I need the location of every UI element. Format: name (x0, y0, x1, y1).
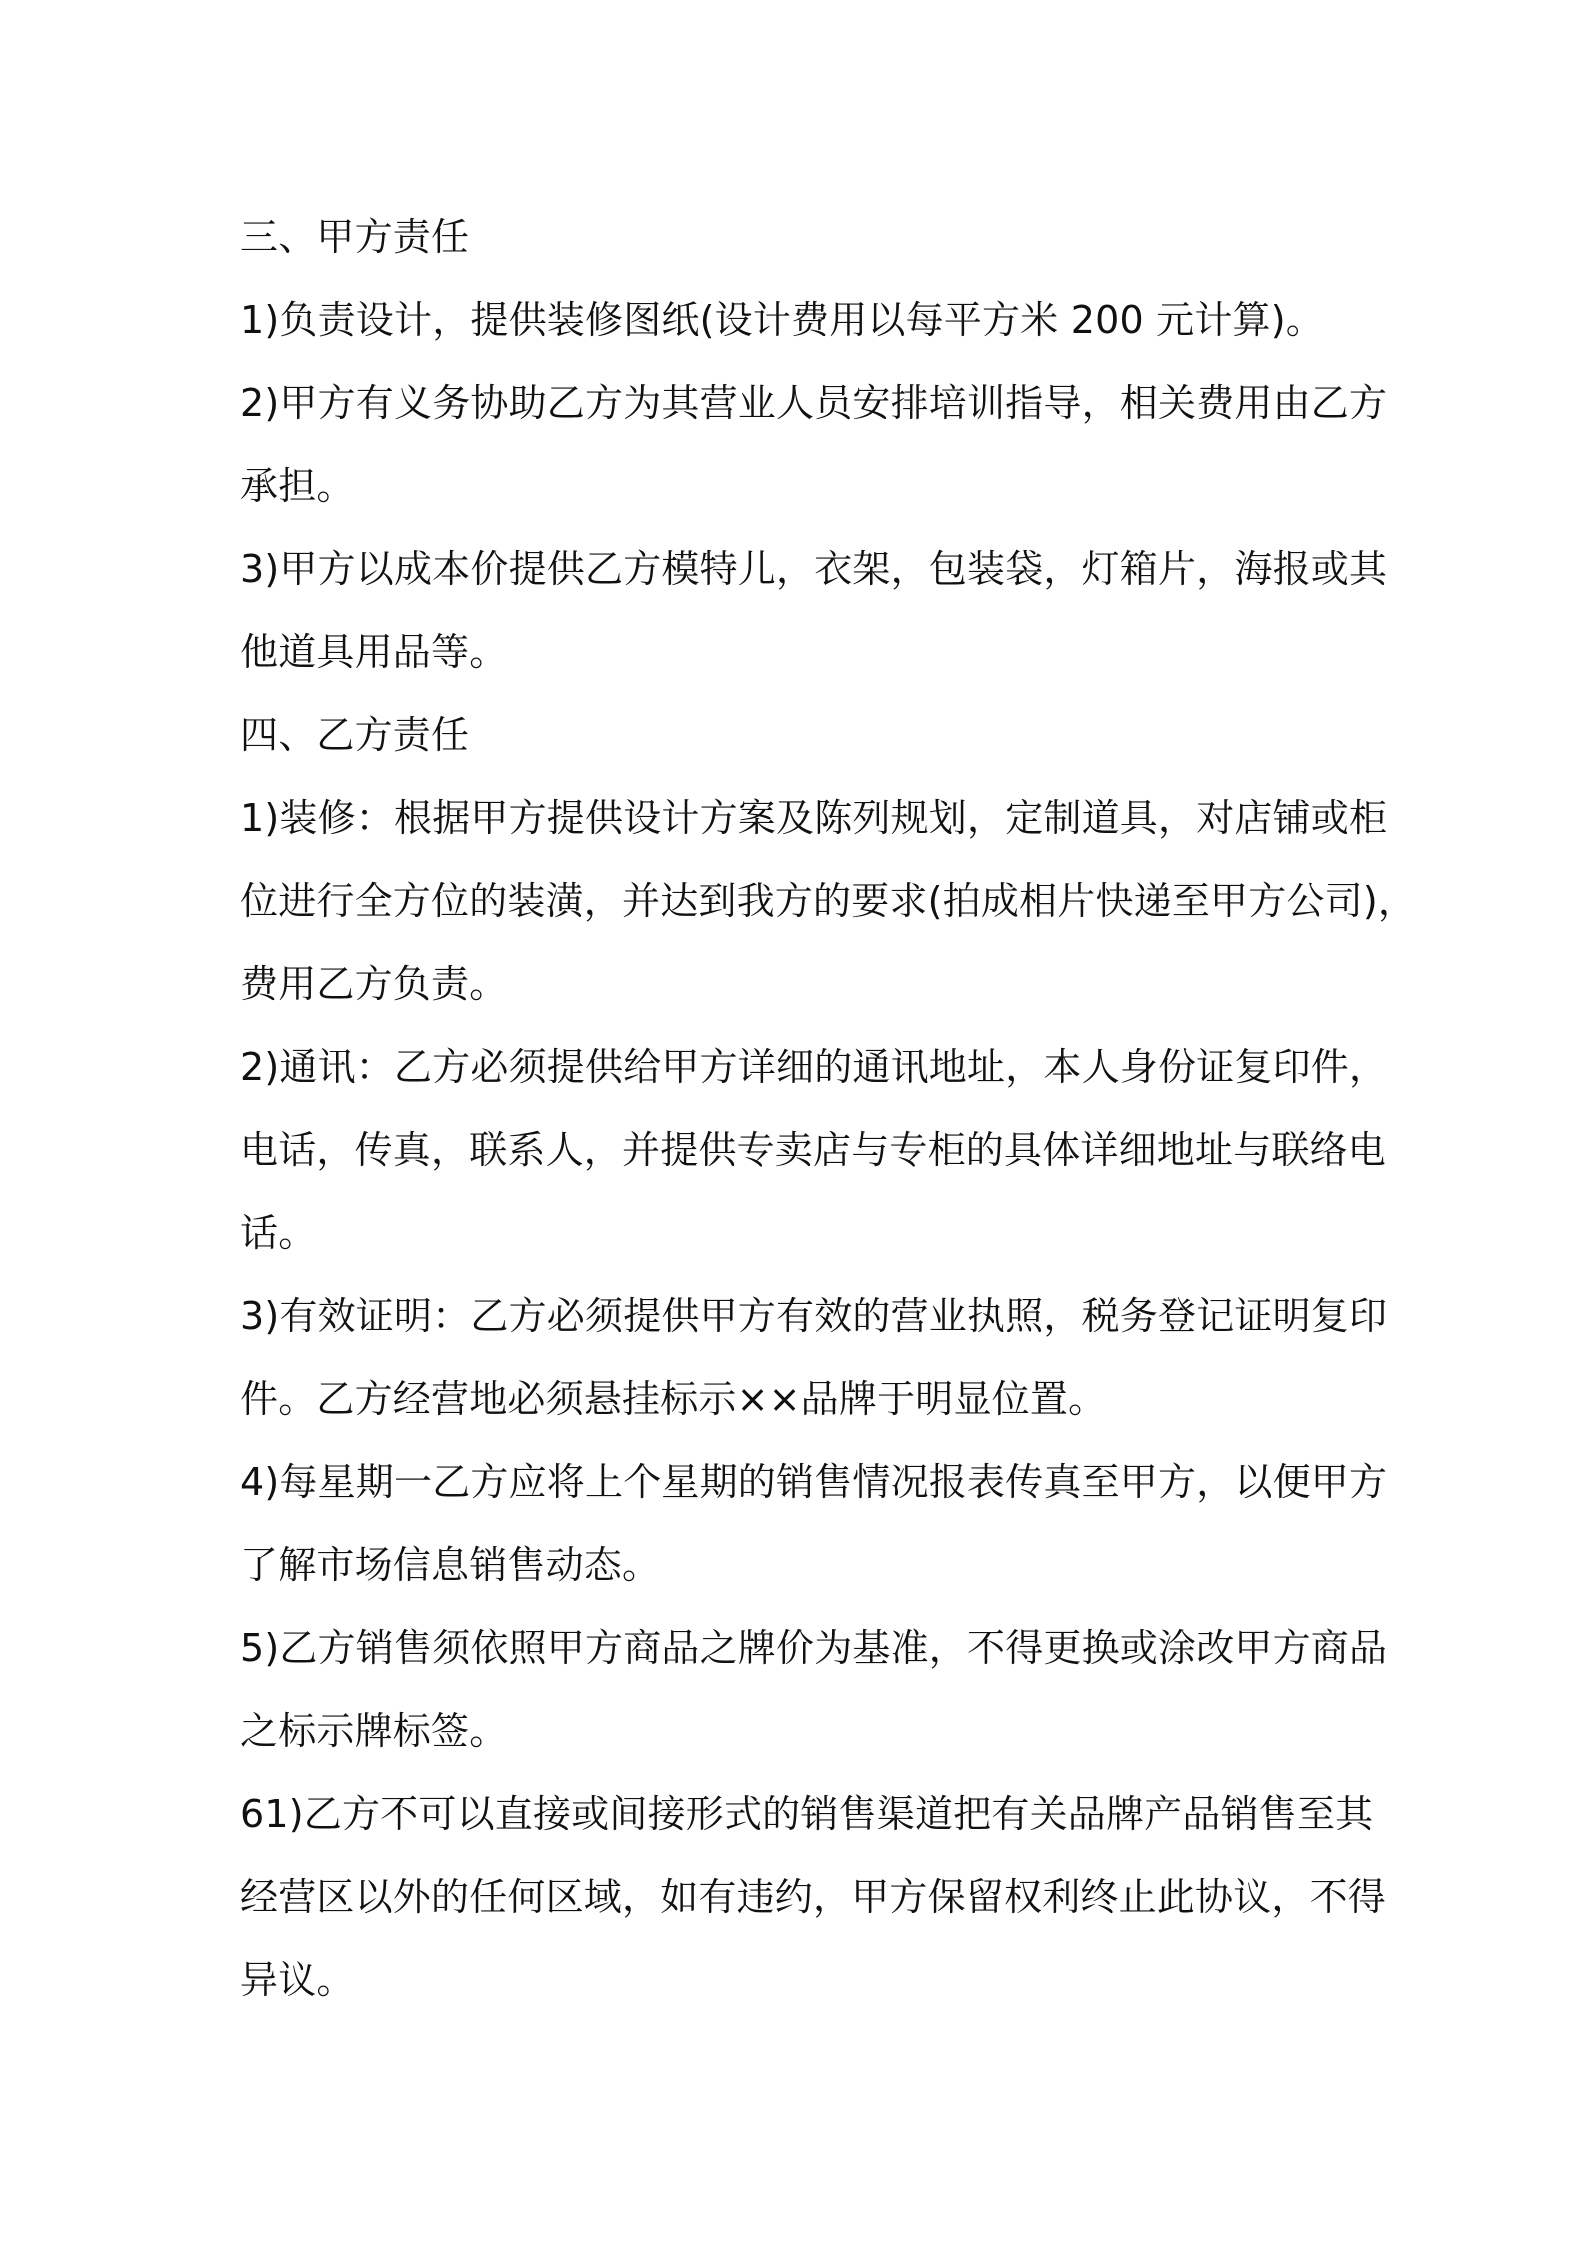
party-b-clause-2-cont: 电话，传真，联系人，并提供专卖店与专柜的具体详细地址与联络电 (240, 1128, 1387, 1172)
party-b-clause-2: 2)通讯：乙方必须提供给甲方详细的通讯地址，本人身份证复印件， (240, 1045, 1388, 1089)
party-b-clause-6-cont: 经营区以外的任何区域，如有违约，甲方保留权利终止此协议，不得 (240, 1875, 1387, 1919)
section-heading-party-b: 四、乙方责任 (240, 713, 470, 757)
party-b-clause-5: 5)乙方销售须依照甲方商品之牌价为基准，不得更换或涂改甲方商品 (240, 1626, 1388, 1670)
party-a-clause-2-cont: 承担。 (240, 464, 355, 508)
party-b-clause-5-cont: 之标示牌标签。 (240, 1709, 508, 1753)
party-b-clause-4-cont: 了解市场信息销售动态。 (240, 1543, 661, 1587)
party-b-clause-2-cont: 话。 (240, 1211, 317, 1255)
party-b-clause-4: 4)每星期一乙方应将上个星期的销售情况报表传真至甲方，以便甲方 (240, 1460, 1388, 1504)
party-b-clause-3-cont: 件。乙方经营地必须悬挂标示××品牌于明显位置。 (240, 1377, 1107, 1421)
party-a-clause-3-cont: 他道具用品等。 (240, 630, 508, 674)
party-b-clause-3: 3)有效证明：乙方必须提供甲方有效的营业执照，税务登记证明复印 (240, 1294, 1388, 1338)
section-heading-party-a: 三、甲方责任 (240, 215, 470, 259)
party-b-clause-6: 61)乙方不可以直接或间接形式的销售渠道把有关品牌产品销售至其 (240, 1792, 1374, 1836)
party-b-clause-6-cont: 异议。 (240, 1958, 355, 2002)
party-b-clause-1: 1)装修：根据甲方提供设计方案及陈列规划，定制道具，对店铺或柜 (240, 796, 1388, 840)
party-a-clause-1: 1)负责设计，提供装修图纸(设计费用以每平方米 200 元计算)。 (240, 298, 1324, 342)
document-body (240, 196, 1417, 2022)
party-a-clause-2: 2)甲方有义务协助乙方为其营业人员安排培训指导，相关费用由乙方 (240, 381, 1388, 425)
party-b-clause-1-cont: 位进行全方位的装潢，并达到我方的要求(拍成相片快递至甲方公司)， (240, 879, 1417, 923)
party-b-clause-1-cont: 费用乙方负责。 (240, 962, 508, 1006)
party-a-clause-3: 3)甲方以成本价提供乙方模特儿，衣架，包装袋，灯箱片，海报或其 (240, 547, 1388, 591)
